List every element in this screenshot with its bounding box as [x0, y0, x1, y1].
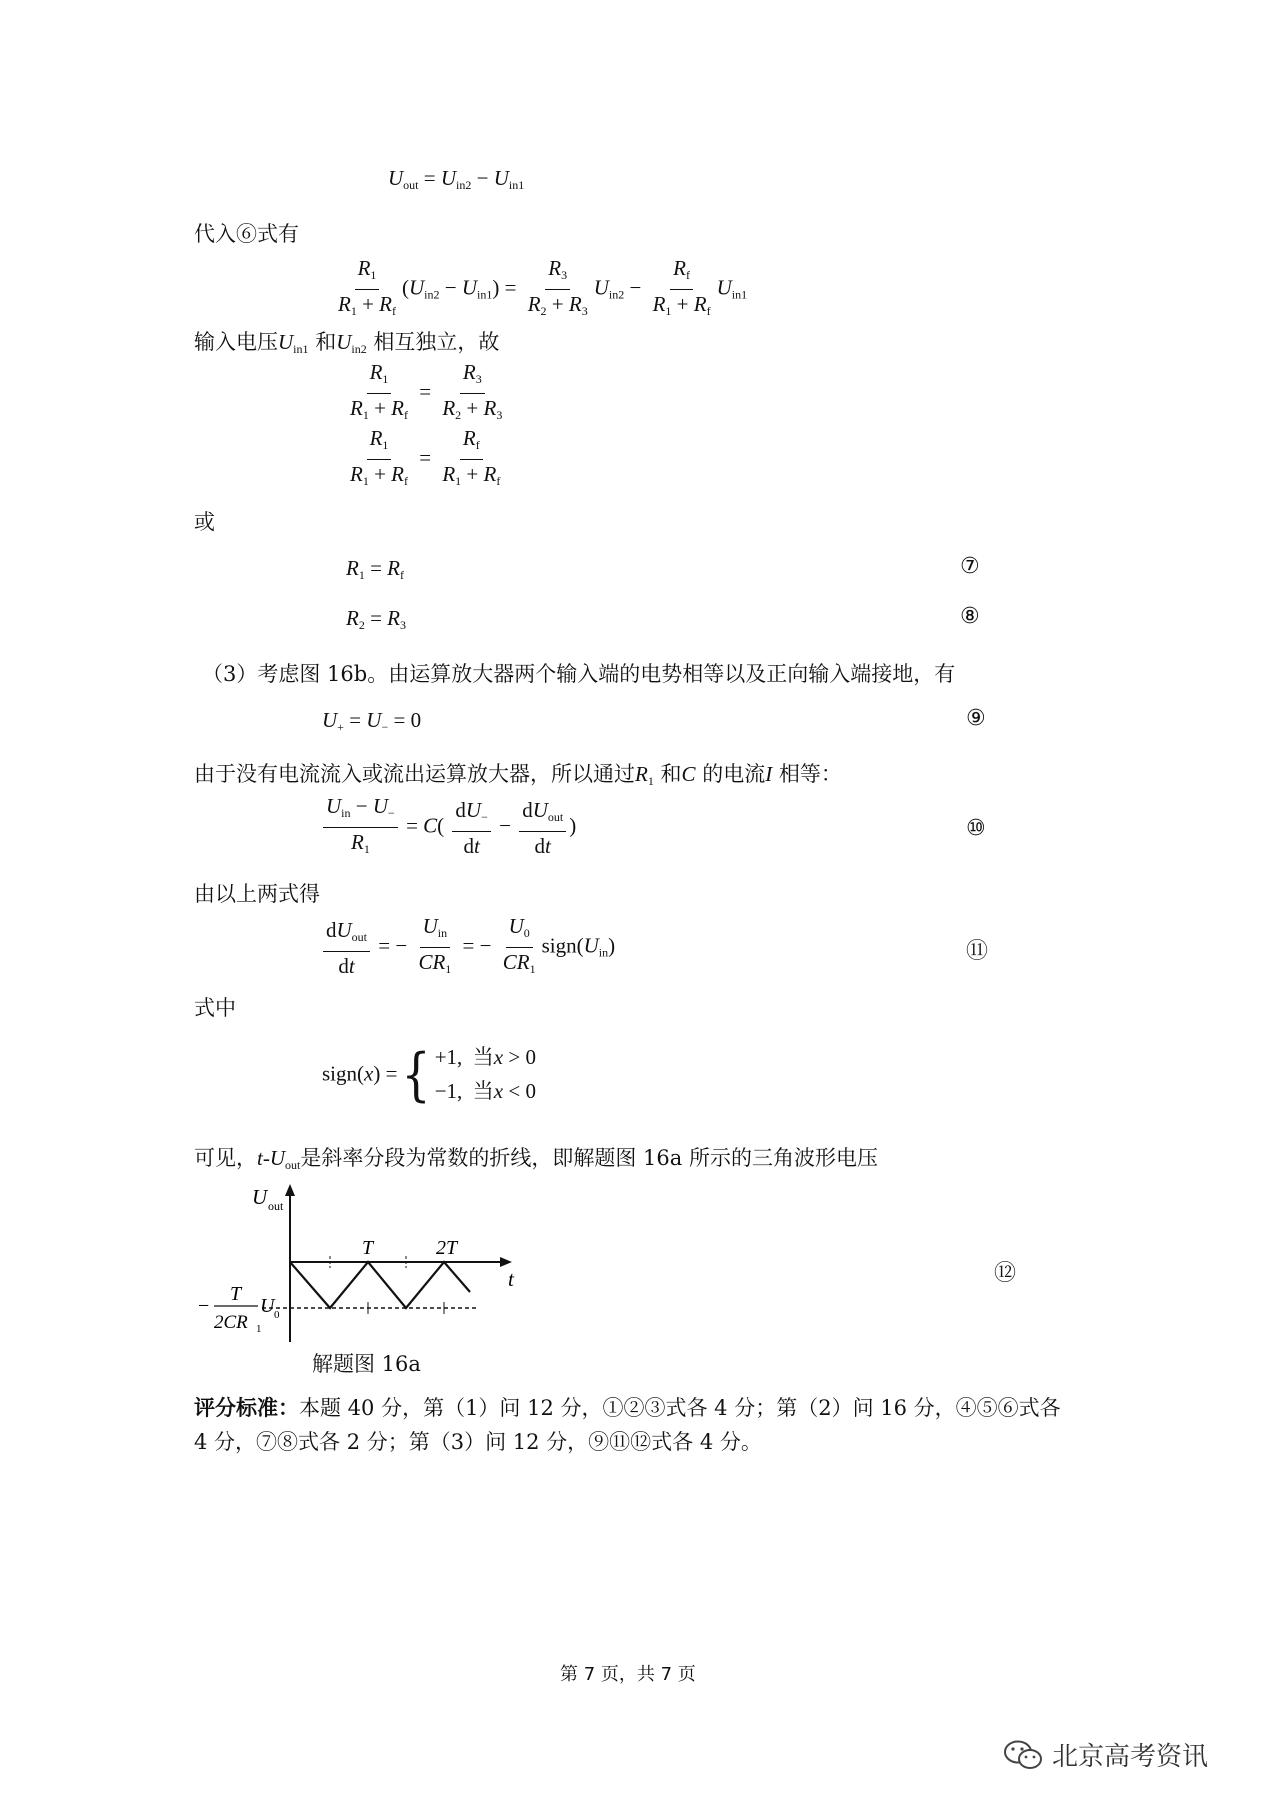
- eq-number-7: ⑦: [960, 554, 980, 579]
- level-u-sub: 0: [274, 1309, 280, 1321]
- eq-number-11: ⑪: [966, 939, 989, 964]
- figure-triangle-wave: [196, 1182, 526, 1352]
- y-axis-label-sub: out: [268, 1199, 284, 1213]
- level-u: U: [260, 1295, 275, 1317]
- equation-uout: $U_{out} = U_{in2} - U_{in1}$: [388, 166, 525, 192]
- y-axis-label: U: [252, 1185, 268, 1209]
- watermark: [1002, 1736, 1208, 1773]
- page-footer: 第 7 页，共 7 页: [560, 1664, 696, 1685]
- watermark-text: 北京高考资讯: [1052, 1742, 1209, 1772]
- text-visible: 可见，$t-U_{out}$是斜率分段为常数的折线，即解题图 16a 所示的三角波形电压: [194, 1146, 878, 1172]
- x-axis-label: t: [508, 1267, 514, 1291]
- equation-ratio-1: $\frac{R_1}{R_1 + R_f}$ = $\frac{R_3}{R_2 + R_3}$: [350, 360, 503, 422]
- equation-current: $\frac{U_{in} - U_-}{R_1}$ = C( $\frac{dU_-}{dt}$ − $\frac{dU_{out}}{dt}$ ): [320, 794, 576, 861]
- equation-r2-r3: $R_2 = R_3$: [346, 606, 406, 632]
- eq-number-12: ⑫: [994, 1261, 1017, 1286]
- figure-caption: 解题图 16a: [312, 1352, 421, 1376]
- x-axis-arrow: [500, 1257, 512, 1267]
- wechat-icon: [1002, 1738, 1044, 1772]
- level-denominator: 2CR: [214, 1312, 248, 1333]
- grading-line-2: 4 分，⑦⑧式各 2 分；第（3）问 12 分，⑨⑪⑫式各 4 分。: [194, 1430, 762, 1454]
- equation-ratio-2: $\frac{R_1}{R_1 + R_f}$ = $\frac{R_f}{R_1 + R_f}$: [350, 426, 501, 488]
- grading-line-1: 评分标准：本题 40 分，第（1）问 12 分，①②③式各 4 分；第（2）问 16 分，④⑤⑥式各: [194, 1396, 1061, 1420]
- text-no-current: 由于没有电流流入或流出运算放大器，所以通过$R_1$ 和C 的电流I 相等：: [194, 762, 842, 788]
- text-or: 或: [194, 510, 215, 534]
- text-substitute: 代入⑥式有: [194, 222, 299, 246]
- equation-substituted: $\frac{R_1}{R_1 + R_f}$ $(U_{in2} - U_{in1})$ = $\frac{R_3}{R_2 + R_3}$ $U_{in2}$ − $\frac{R_f}{R_1 + R_f}$ $U_{in1}$: [338, 256, 748, 318]
- triangle-wave-plot: [196, 1182, 526, 1352]
- text-independent: 输入电压$U_{in1}$ 和$U_{in2}$ 相互独立，故: [194, 330, 500, 356]
- tick-label-2T: 2T: [436, 1237, 458, 1259]
- text-where: 式中: [194, 996, 236, 1020]
- equation-derivative: $\frac{dU_{out}}{dt}$ = − $\frac{U_{in}}{CR_1}$ = − $\frac{U_0}{CR_1}$ $sign(U_{in})$: [320, 914, 615, 981]
- eq-number-9: ⑨: [966, 706, 986, 731]
- equation-r1-rf: $R_1 = R_f$: [346, 556, 404, 582]
- level-denominator-sub: 1: [256, 1323, 262, 1335]
- equation-u-plus-minus: $U_+ = U_- = 0$: [322, 708, 422, 734]
- text-part3: （3）考虑图 16b。由运算放大器两个输入端的电势相等以及正向输入端接地，有: [202, 662, 956, 686]
- triangle-wave: [290, 1262, 470, 1308]
- tick-label-T: T: [362, 1237, 374, 1259]
- text-from-above: 由以上两式得: [194, 882, 320, 906]
- y-axis-arrow: [285, 1184, 295, 1196]
- eq-number-8: ⑧: [960, 604, 980, 629]
- level-sign: −: [198, 1295, 210, 1317]
- eq-number-10: ⑩: [966, 816, 986, 841]
- equation-sign-function: sign(x) ={ +1, 当x > 0 −1, 当x < 0: [322, 1040, 536, 1108]
- level-numerator: T: [230, 1283, 242, 1305]
